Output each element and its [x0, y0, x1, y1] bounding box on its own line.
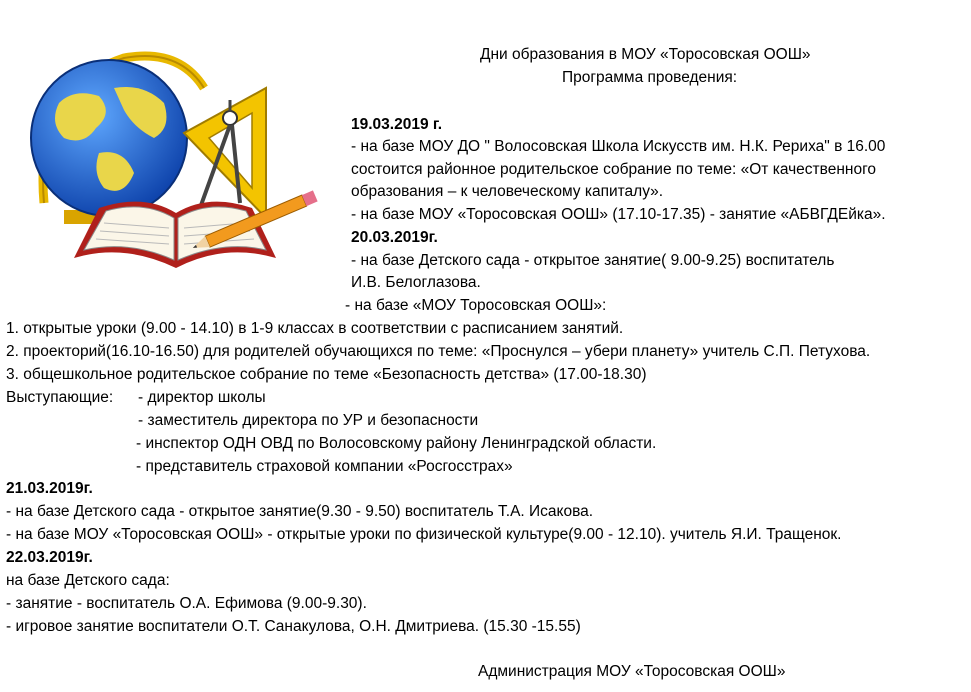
list-item: 3. общешкольное родительское собрание по теме «Безопасность детства» (17.00-18.30)	[6, 366, 647, 383]
speaker-item: - заместитель директора по УР и безопасности	[138, 412, 479, 429]
event-line: - на базе МОУ «Торосовская ООШ» - открытые уроки по физической культуре(9.00 - 12.10). учитель Я.И. Тращенок.	[6, 526, 842, 543]
signature: Администрация МОУ «Торосовская ООШ»	[478, 663, 786, 680]
event-line: - игровое занятие воспитатели О.Т. Санакулова, О.Н. Дмитриева. (15.30 -15.55)	[6, 618, 581, 635]
event-line: - на базе «МОУ Торосовская ООШ»:	[345, 297, 607, 314]
list-item: 2. проекторий(16.10-16.50) для родителей обучающихся по теме: «Проснулся – убери планету» учитель С.П. Петухова.	[6, 343, 871, 360]
event-line: на базе Детского сада:	[6, 572, 170, 589]
document-title: Дни образования в МОУ «Торосовская ООШ»	[480, 46, 811, 63]
date-19-03: 19.03.2019 г.	[351, 116, 443, 133]
event-line: - на базе МОУ «Торосовская ООШ» (17.10-17.35) - занятие «АБВГДЕйка».	[351, 206, 886, 223]
event-line: И.В. Белоглазова.	[351, 274, 481, 291]
list-item: 1. открытые уроки (9.00 - 14.10) в 1-9 классах в соответствии с расписанием занятий.	[6, 320, 624, 337]
date-20-03: 20.03.2019г.	[351, 229, 438, 246]
document-subtitle: Программа проведения:	[562, 69, 738, 86]
event-line: состоится районное родительское собрание по теме: «От качественного	[351, 161, 877, 178]
globe-book-compass-icon	[4, 28, 338, 274]
event-line: образования – к человеческому капиталу».	[351, 183, 664, 200]
event-line: - занятие - воспитатель О.А. Ефимова (9.00-9.30).	[6, 595, 367, 612]
speakers-label: Выступающие:	[6, 389, 114, 406]
date-22-03: 22.03.2019г.	[6, 549, 93, 566]
event-line: - на базе МОУ ДО " Волосовская Школа Искусств им. Н.К. Рериха" в 16.00	[351, 138, 886, 155]
speaker-item: - представитель страховой компании «Росгосстрах»	[136, 458, 513, 475]
speaker-item: - директор школы	[138, 389, 266, 406]
event-line: - на базе Детского сада - открытое занятие(9.30 - 9.50) воспитатель Т.А. Исакова.	[6, 503, 594, 520]
event-line: - на базе Детского сада - открытое занятие( 9.00-9.25) воспитатель	[351, 252, 835, 269]
date-21-03: 21.03.2019г.	[6, 480, 93, 497]
speaker-item: - инспектор ОДН ОВД по Волосовскому району Ленинградской области.	[136, 435, 657, 452]
